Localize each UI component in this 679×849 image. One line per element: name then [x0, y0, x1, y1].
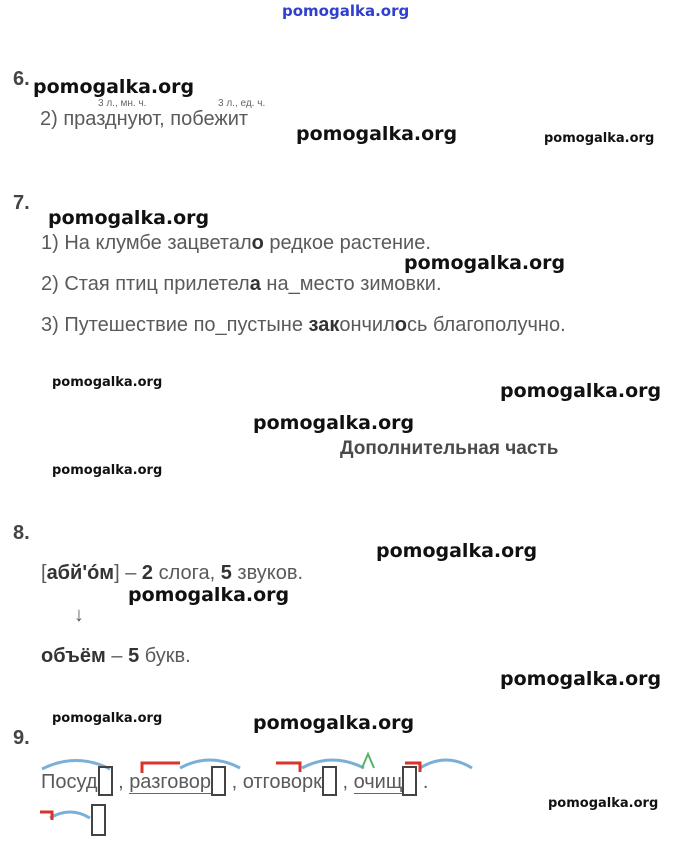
watermark: pomogalka.org — [253, 712, 415, 734]
watermark: pomogalka.org — [52, 711, 163, 726]
watermark: pomogalka.org — [253, 412, 415, 434]
task-6-note-plural: 3 л., мн. ч. — [98, 98, 147, 109]
watermark: pomogalka.org — [33, 76, 195, 98]
task-6-note-singular: 3 л., ед. ч. — [218, 98, 266, 109]
ending-box — [402, 766, 417, 796]
task-7-line-3: 3) Путешествие по_пустыне закончилось благополучно. — [41, 314, 566, 336]
task-7-line-2: 2) Стая птиц прилетела на_место зимовки. — [41, 273, 442, 295]
task-9-number: 9. — [13, 727, 30, 749]
watermark-top: pomogalka.org — [282, 2, 410, 20]
task-8-transcription-line: [абй'óм] – 2 слога, 5 звуков. — [41, 562, 304, 584]
ending-box — [91, 804, 106, 836]
watermark: pomogalka.org — [376, 540, 538, 562]
ending-box — [322, 766, 337, 796]
task-7-line-1: 1) На клумбе зацветало редкое растение. — [41, 232, 431, 254]
watermark: pomogalka.org — [548, 796, 659, 811]
watermark: pomogalka.org — [296, 123, 458, 145]
ending-box — [211, 766, 226, 796]
task-6-answer: 2) празднуют, побежит — [40, 108, 249, 130]
section-heading: Дополнительная часть — [340, 438, 559, 459]
watermark: pomogalka.org — [128, 584, 290, 606]
watermark: pomogalka.org — [500, 668, 662, 690]
watermark: pomogalka.org — [52, 375, 163, 390]
ending-box — [98, 766, 113, 796]
prefix-mark — [40, 812, 52, 820]
watermark: pomogalka.org — [52, 463, 163, 478]
down-arrow-icon: ↓ — [74, 604, 84, 626]
watermark: pomogalka.org — [48, 207, 210, 229]
zero-ending-scheme — [91, 804, 106, 836]
task-8-number: 8. — [13, 522, 30, 544]
root-arc — [50, 812, 90, 818]
watermark: pomogalka.org — [404, 252, 566, 274]
watermark: pomogalka.org — [544, 131, 655, 146]
task-8-word-line: объём – 5 букв. — [41, 645, 191, 667]
task-9-words-line: Посуд , разговор , отговорк , очищ . — [41, 766, 428, 796]
task-6-number: 6. — [13, 68, 30, 90]
watermark: pomogalka.org — [500, 380, 662, 402]
task-7-number: 7. — [13, 192, 30, 214]
